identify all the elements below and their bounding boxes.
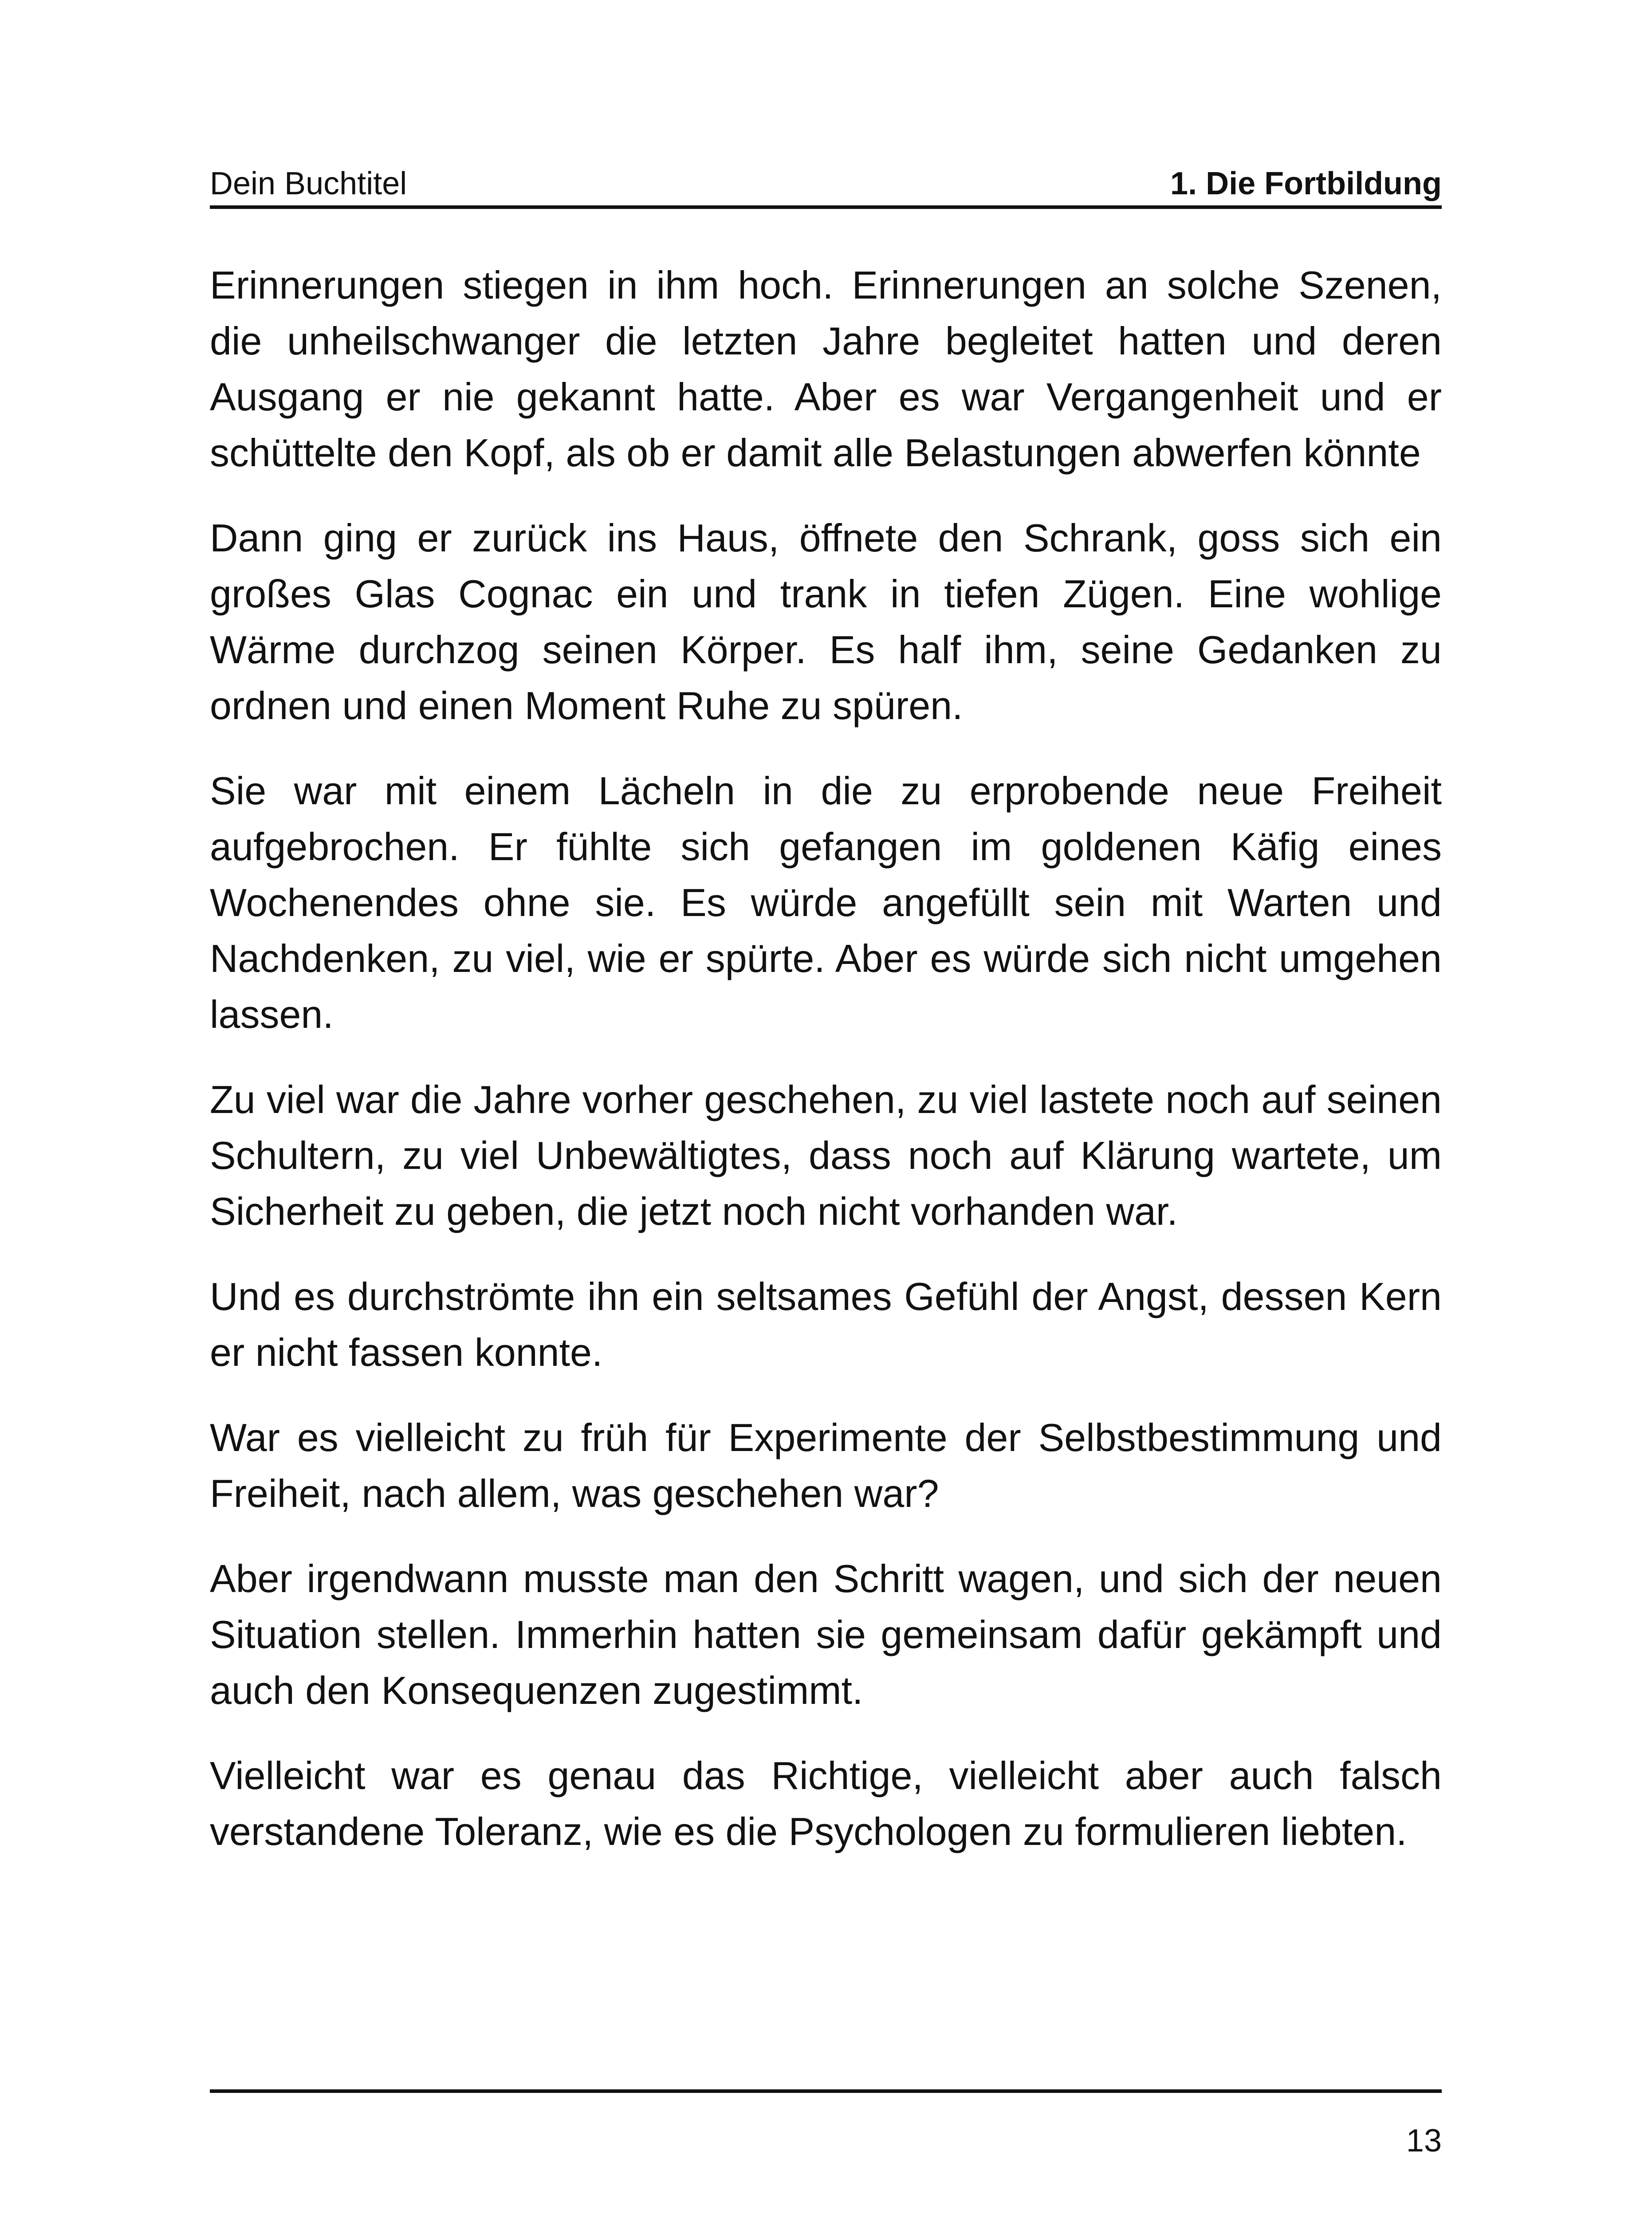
running-header xyxy=(210,151,1442,200)
paragraph: War es vielleicht zu früh für Experimente der Selbstbestimmung und Freiheit, nach allem, was geschehen war? xyxy=(210,1416,1442,1515)
body-text xyxy=(210,257,1442,1889)
book-title: Dein Buchtitel xyxy=(210,166,407,201)
chapter-title: 1. Die Fortbildung xyxy=(1170,166,1442,201)
paragraph: Und es durchströmte ihn ein seltsames Gefühl der Angst, dessen Kern er nicht fassen konnte. xyxy=(210,1274,1442,1374)
footer-rule xyxy=(210,2089,1442,2093)
paragraph: Aber irgendwann musste man den Schritt wagen, und sich der neuen Situation stellen. Immerhin hatten sie gemeinsam dafür gekämpft und auch den Konsequenzen zugestimmt. xyxy=(210,1557,1442,1712)
paragraph: Erinnerungen stiegen in ihm hoch. Erinnerungen an solche Szenen, die unheilschwanger die letzten Jahre begleitet hatten und deren Ausgang er nie gekannt hatte. Aber es war Vergangenheit und er schüttelte den Kopf, als ob er damit alle Belastungen abwerfen könnte xyxy=(210,263,1442,475)
paragraph: Vielleicht war es genau das Richtige, vielleicht aber auch falsch verstandene Toleranz, wie es die Psychologen zu formulieren liebten. xyxy=(210,1754,1442,1853)
paragraph: Sie war mit einem Lächeln in die zu erprobende neue Freiheit aufgebrochen. Er fühlte sich gefangen im goldenen Käfig eines Wochenendes ohne sie. Es würde angefüllt sein mit Warten und Nachdenken, zu viel, wie er spürte. Aber es würde sich nicht umgehen lassen. xyxy=(210,769,1442,1036)
page-number: 13 xyxy=(1406,2123,1442,2159)
paragraph: Dann ging er zurück ins Haus, öffnete den Schrank, goss sich ein großes Glas Cognac ein und trank in tiefen Zügen. Eine wohlige Wärme durchzog seinen Körper. Es half ihm, seine Gedanken zu ordnen und einen Moment Ruhe zu spüren. xyxy=(210,516,1442,728)
header-rule xyxy=(210,205,1442,209)
paragraph: Zu viel war die Jahre vorher geschehen, zu viel lastete noch auf seinen Schultern, zu viel Unbewältigtes, dass noch auf Klärung wartete, um Sicherheit zu geben, die jetzt noch nicht vorhanden war. xyxy=(210,1078,1442,1233)
